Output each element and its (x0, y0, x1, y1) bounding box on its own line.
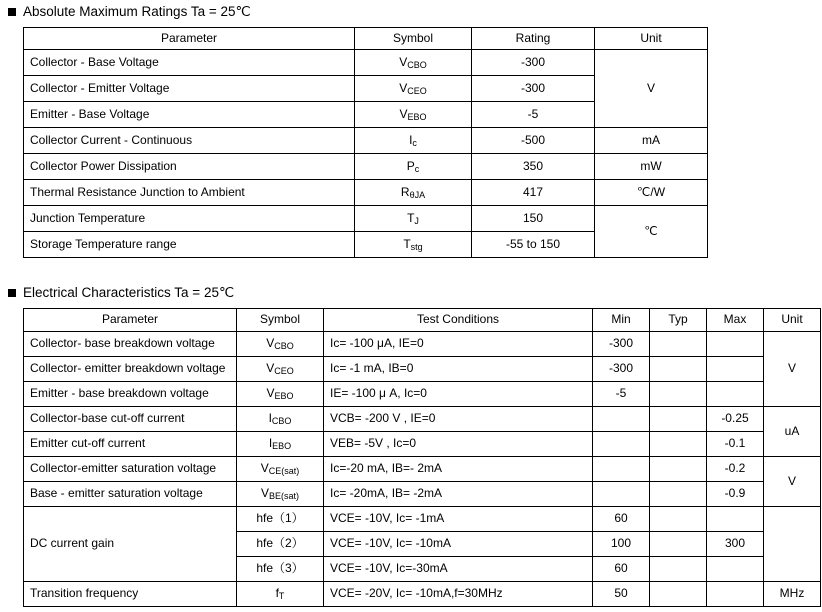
table-row (24, 457, 821, 482)
cell-typ (650, 407, 707, 432)
cell-unit: mW (595, 154, 708, 180)
cell-parameter: Emitter - base breakdown voltage (24, 382, 237, 407)
column-header-symbol: Symbol (237, 309, 324, 332)
table-row (24, 154, 708, 180)
cell-rating: 150 (472, 206, 595, 232)
symbol-subscript: EBO (407, 111, 427, 122)
table-header-row (24, 28, 708, 50)
cell-symbol (355, 128, 472, 154)
cell-symbol (355, 232, 472, 258)
cell-symbol (237, 357, 324, 382)
symbol-main: hfe（1） (256, 511, 304, 526)
symbol-main: V (266, 336, 275, 351)
symbol-main: f (275, 586, 279, 601)
absolute-max-ratings-table (23, 27, 708, 258)
symbol-subscript: c (412, 137, 417, 148)
column-header-max: Max (707, 309, 764, 332)
table-row (24, 482, 821, 507)
cell-parameter: Collector Current - Continuous (24, 128, 355, 154)
column-header-test-conditions: Test Conditions (324, 309, 593, 332)
table-row (24, 50, 708, 76)
cell-symbol (355, 50, 472, 76)
symbol-main: R (400, 184, 410, 199)
table-row (24, 382, 821, 407)
cell-test-conditions: IE= -100 μ A, Ic=0 (324, 382, 593, 407)
column-header-rating: Rating (472, 28, 595, 50)
absolute-max-ratings-heading (8, 5, 251, 19)
cell-typ (650, 532, 707, 557)
cell-rating: -300 (472, 50, 595, 76)
cell-rating: -55 to 150 (472, 232, 595, 258)
symbol-subscript: J (414, 215, 419, 226)
symbol-main: V (399, 54, 408, 69)
cell-rating: 350 (472, 154, 595, 180)
cell-symbol (237, 507, 324, 532)
cell-unit: ℃/W (595, 180, 708, 206)
cell-parameter: Collector - Emitter Voltage (24, 76, 355, 102)
cell-parameter: Transition frequency (24, 582, 237, 607)
electrical-characteristics-table (23, 308, 821, 607)
symbol-subscript: CEO (274, 366, 294, 377)
table-row (24, 407, 821, 432)
symbol-subscript: θJA (409, 189, 426, 200)
symbol-main: V (260, 461, 269, 476)
cell-parameter: Collector-emitter saturation voltage (24, 457, 237, 482)
symbol-subscript: BE(sat) (269, 491, 300, 502)
table-row (24, 432, 821, 457)
column-header-parameter: Parameter (24, 28, 355, 50)
symbol-subscript: CBO (274, 341, 294, 352)
symbol-main: P (406, 158, 415, 173)
electrical-characteristics-heading (8, 286, 234, 300)
column-header-unit: Unit (595, 28, 708, 50)
cell-min: -300 (593, 332, 650, 357)
symbol-subscript: EBO (272, 441, 292, 452)
cell-parameter: Collector- base breakdown voltage (24, 332, 237, 357)
cell-typ (650, 382, 707, 407)
symbol-main: I (268, 411, 272, 426)
table-header-row (24, 309, 821, 332)
cell-symbol (237, 482, 324, 507)
cell-typ (650, 482, 707, 507)
cell-unit: MHz (764, 582, 821, 607)
symbol-subscript: EBO (274, 391, 294, 402)
cell-symbol (355, 206, 472, 232)
symbol-main: I (409, 132, 413, 147)
cell-symbol (237, 532, 324, 557)
cell-test-conditions: Ic= -20mA, IB= -2mA (324, 482, 593, 507)
table-row (24, 357, 821, 382)
cell-rating: 417 (472, 180, 595, 206)
cell-typ (650, 507, 707, 532)
cell-symbol (355, 154, 472, 180)
cell-test-conditions: VCB= -200 V , IE=0 (324, 407, 593, 432)
cell-max (707, 332, 764, 357)
cell-unit: ℃ (595, 206, 708, 258)
cell-min: -5 (593, 382, 650, 407)
cell-symbol (237, 382, 324, 407)
symbol-main: V (399, 106, 408, 121)
cell-min (593, 457, 650, 482)
cell-typ (650, 582, 707, 607)
symbol-subscript: CBO (271, 416, 292, 427)
cell-rating: -500 (472, 128, 595, 154)
symbol-main: I (268, 436, 273, 451)
symbol-main: hfe（3） (256, 561, 304, 576)
cell-unit: mA (595, 128, 708, 154)
cell-max: -0.25 (707, 407, 764, 432)
cell-parameter: Junction Temperature (24, 206, 355, 232)
cell-test-conditions: Ic=-20 mA, IB=- 2mA (324, 457, 593, 482)
symbol-main: V (260, 486, 269, 501)
cell-parameter: Storage Temperature range (24, 232, 355, 258)
cell-parameter: Collector Power Dissipation (24, 154, 355, 180)
cell-unit: V (764, 457, 821, 507)
cell-unit: V (764, 332, 821, 407)
table-row (24, 582, 821, 607)
cell-symbol (237, 407, 324, 432)
cell-parameter: Thermal Resistance Junction to Ambient (24, 180, 355, 206)
symbol-main: T (403, 236, 411, 251)
cell-parameter: Emitter cut-off current (24, 432, 237, 457)
cell-min: 60 (593, 507, 650, 532)
cell-typ (650, 432, 707, 457)
cell-max (707, 557, 764, 582)
symbol-main: V (266, 386, 275, 401)
cell-min (593, 482, 650, 507)
cell-unit: V (595, 50, 708, 128)
cell-parameter: Base - emitter saturation voltage (24, 482, 237, 507)
cell-typ (650, 457, 707, 482)
cell-max: -0.1 (707, 432, 764, 457)
cell-test-conditions: VCE= -20V, Ic= -10mA,f=30MHz (324, 582, 593, 607)
cell-min: 100 (593, 532, 650, 557)
symbol-subscript: stg (410, 241, 423, 252)
cell-parameter: Collector - Base Voltage (24, 50, 355, 76)
cell-max (707, 382, 764, 407)
bullet-square-icon (8, 289, 16, 297)
cell-max: -0.9 (707, 482, 764, 507)
cell-symbol (237, 582, 324, 607)
symbol-subscript: c (414, 163, 420, 174)
cell-test-conditions: Ic= -1 mA, IB=0 (324, 357, 593, 382)
bullet-square-icon (8, 8, 16, 16)
cell-max (707, 582, 764, 607)
cell-test-conditions: VEB= -5V , Ic=0 (324, 432, 593, 457)
cell-symbol (355, 76, 472, 102)
cell-typ (650, 557, 707, 582)
table-row (24, 180, 708, 206)
column-header-unit: Unit (764, 309, 821, 332)
cell-unit (764, 507, 821, 582)
cell-symbol (355, 102, 472, 128)
table-row (24, 128, 708, 154)
cell-parameter-group: DC current gain (24, 507, 237, 582)
column-header-symbol: Symbol (355, 28, 472, 50)
symbol-main: V (399, 80, 408, 95)
cell-symbol (237, 457, 324, 482)
cell-min: 60 (593, 557, 650, 582)
cell-min: -300 (593, 357, 650, 382)
symbol-main: T (407, 210, 415, 225)
cell-max: -0.2 (707, 457, 764, 482)
cell-min (593, 432, 650, 457)
electrical-characteristics-title: Electrical Characteristics Ta = 25℃ (23, 285, 235, 300)
cell-max: 300 (707, 532, 764, 557)
cell-rating: -5 (472, 102, 595, 128)
column-header-min: Min (593, 309, 650, 332)
cell-typ (650, 332, 707, 357)
cell-symbol (237, 432, 324, 457)
cell-max (707, 357, 764, 382)
cell-parameter: Collector-base cut-off current (24, 407, 237, 432)
column-header-parameter: Parameter (24, 309, 237, 332)
cell-unit: uA (764, 407, 821, 457)
symbol-subscript: T (278, 591, 285, 602)
symbol-main: V (266, 361, 275, 376)
cell-test-conditions: Ic= -100 μA, IE=0 (324, 332, 593, 357)
symbol-main: hfe（2） (256, 536, 304, 551)
cell-test-conditions: VCE= -10V, Ic= -10mA (324, 532, 593, 557)
cell-min: 50 (593, 582, 650, 607)
cell-symbol (237, 557, 324, 582)
symbol-subscript: CBO (407, 59, 427, 70)
cell-symbol (237, 332, 324, 357)
cell-max (707, 507, 764, 532)
cell-parameter: Emitter - Base Voltage (24, 102, 355, 128)
cell-symbol (355, 180, 472, 206)
table-row (24, 332, 821, 357)
symbol-subscript: CE(sat) (268, 466, 300, 477)
cell-test-conditions: VCE= -10V, Ic=-30mA (324, 557, 593, 582)
absolute-max-ratings-title: Absolute Maximum Ratings Ta = 25℃ (23, 4, 251, 19)
cell-rating: -300 (472, 76, 595, 102)
cell-typ (650, 357, 707, 382)
cell-parameter: Collector- emitter breakdown voltage (24, 357, 237, 382)
symbol-subscript: CEO (407, 85, 427, 96)
cell-test-conditions: VCE= -10V, Ic= -1mA (324, 507, 593, 532)
table-row (24, 507, 821, 532)
table-row (24, 206, 708, 232)
column-header-typ: Typ (650, 309, 707, 332)
cell-min (593, 407, 650, 432)
